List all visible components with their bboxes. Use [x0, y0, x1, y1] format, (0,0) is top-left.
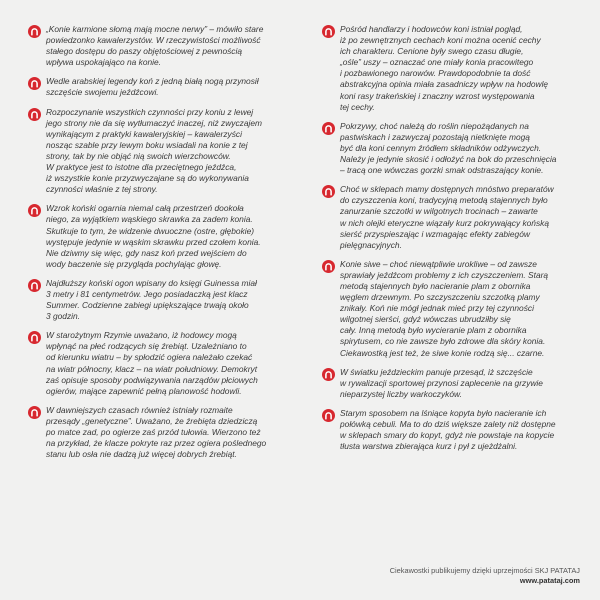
fact-item	[322, 367, 584, 400]
horseshoe-icon	[322, 185, 335, 198]
fact-item	[28, 405, 296, 460]
fact-text: Pośród handlarzy i hodowców koni istniał pogląd, iż po zewnętrznych cechach koni można ocenić cechy ich charakteru. Cenione były swego czasu długie, „ośle” uszy – oznaczać one miały konia pracowitego i pozbawionego narowów. Prawdopodobnie ta dość abstrakcyjna opinia miała zasadniczy wpływ na hodowlę koni rasy trakeńskiej i znaczny wzrost występowania tej cechy.	[340, 24, 549, 112]
horseshoe-icon	[28, 204, 41, 217]
footer-url-link[interactable]: www.patataj.com	[519, 576, 580, 585]
fact-item	[322, 408, 584, 452]
horseshoe-icon	[28, 406, 41, 419]
fact-item	[322, 24, 584, 113]
left-column	[28, 24, 296, 468]
fact-text: Pokrzywy, choć należą do roślin niepożądanych na pastwiskach i zazwyczaj pozostają nietknięte mogą być dla koni cennym źródłem składników odżywczych. Należy je jedynie skosić i odłożyć na bok do przeschnięcia – tracą one wówczas gorzki smak odstraszający konie.	[340, 120, 557, 176]
footer	[390, 566, 580, 586]
horseshoe-icon	[322, 122, 335, 135]
fact-text: Wedle arabskiej legendy koń z jedną białą nogą przynosił szczęście swojemu jeźdźcowi.	[46, 76, 259, 98]
footer-credit: Ciekawostki publikujemy dzięki uprzejmości SKJ PATATAJ	[389, 566, 580, 575]
fact-text: Konie siwe – choć niewątpliwie urokliwe – od zawsze sprawiały jeźdźcom problemy z ich czyszczeniem. Starą metodą stajennych było nacieranie plam z obornika węglem drzewnym. Po szczyszczeniu szczotką plamy znikały. Koń nie mógł jednak mieć przy tej czynności wilgotnej sierści, gdyż wówczas ubrudziłby się cały. Inną metodą było wycieranie plam z obornika spirytusem, co nie zawsze było zdrowe dla skóry konia. Ciekawostką jest też, że siwe konie rodzą się... czarne.	[340, 258, 549, 358]
horseshoe-icon	[322, 260, 335, 273]
fact-item	[28, 76, 296, 98]
fact-text: W światku jeździeckim panuje przesąd, iż szczęście w rywalizacji sportowej przynosi zaplecenie na grzywie nieparzystej liczby warkoczyków.	[340, 366, 543, 399]
fact-item	[322, 184, 584, 251]
horseshoe-icon	[28, 331, 41, 344]
fact-text: W starożytnym Rzymie uważano, iż hodowcy mogą wpłynąć na płeć rodzących się źrebiąt. Uzależniano to od kierunku wiatru – by spłodzić ogiera należało czekać na wiatr północny, klacz – na wiatr południowy. Demokryt zaś opisuje sposoby podwiązywania narządów płciowych ogierów, mające zapewnić pełną planowość hodowli.	[46, 330, 258, 396]
horseshoe-icon	[322, 409, 335, 422]
fact-text: Choć w sklepach mamy dostępnych mnóstwo preparatów do czyszczenia koni, tradycyjną metodą stajennych było zanurzanie szczotki w wilgotnych trocinach – zawarte w nich olejki eteryczne wiązały kurz pokrywający końską sierść przyspieszając i wzmagając efekty zabiegów pielęgnacyjnych.	[340, 184, 554, 250]
fact-text: Najdłuższy koński ogon wpisany do księgi Guinessa miał 3 metry i 81 centymetrów. Jego posiadaczką jest klacz Summer. Codzienne zabiegi upiększające trwają około 3 godzin.	[46, 277, 257, 322]
fact-item	[28, 330, 296, 397]
horseshoe-icon	[28, 108, 41, 121]
fact-item	[28, 203, 296, 270]
fact-item	[322, 259, 584, 359]
fact-text: W dawniejszych czasach również istniały rozmaite przesądy „genetyczne”. Uważano, że źrebięta dziedziczą po matce zad, po ogierze zaś przód tułowia. Wierzono też na przykład, że klacze pokryte raz przez ogiera poślednego stanu lub osła nie dadzą już więcej dobrych źrebiąt.	[46, 404, 267, 460]
horseshoe-icon	[28, 77, 41, 90]
fact-text: Rozpoczynanie wszystkich czynności przy koniu z lewej jego strony nie da się wytłumaczyć inaczej, niż zwyczajem wynikającym z praktyki kawaleryjskiej – kawalerzyści nosząc szable przy lewym boku wsiadali na konie z tej strony, tak by nie objąć nią swoich wierzchowców. W praktyce jest to istotne dla przeciętnego jeźdźca, iż wszystkie konie przyzwyczajane są do wykonywania czynności właśnie z tej strony.	[46, 106, 262, 195]
fact-text: Starym sposobem na lśniące kopyta było nacieranie ich połówką cebuli. Ma to do dziś większe zalety niż dostępne w sklepach smary do kopyt, gdyż nie powstaje na kopycie tłusta warstwa zbierająca kurz i pył z ujeżdżalni.	[340, 407, 556, 452]
right-column	[322, 24, 584, 460]
fact-text: Wzrok koński ogarnia niemal całą przestrzeń dookoła niego, za wyjątkiem wąskiego skrawka za zadem konia. Skutkuje to tym, że widzenie dwuoczne (ostre, głębokie) występuje jedynie w wąskim skrawku przed czołem konia. Nie dziwmy się więc, gdy nasz koń przed wejściem do wody baczenie się przygląda pochylając głowę.	[46, 203, 261, 269]
fact-item	[322, 121, 584, 176]
horseshoe-icon	[322, 25, 335, 38]
fact-item	[28, 278, 296, 322]
fact-item	[28, 107, 296, 196]
fact-item	[28, 24, 296, 68]
horseshoe-icon	[28, 279, 41, 292]
horseshoe-icon	[28, 25, 41, 38]
fact-text: „Konie karmione słomą mają mocne nerwy” – mówiło stare powiedzonko kawalerzystów. W rzeczywistości możliwość stałego dostępu do paszy objętościowej z pewnością wpływa uspokajająco na konie.	[46, 24, 264, 68]
horseshoe-icon	[322, 368, 335, 381]
